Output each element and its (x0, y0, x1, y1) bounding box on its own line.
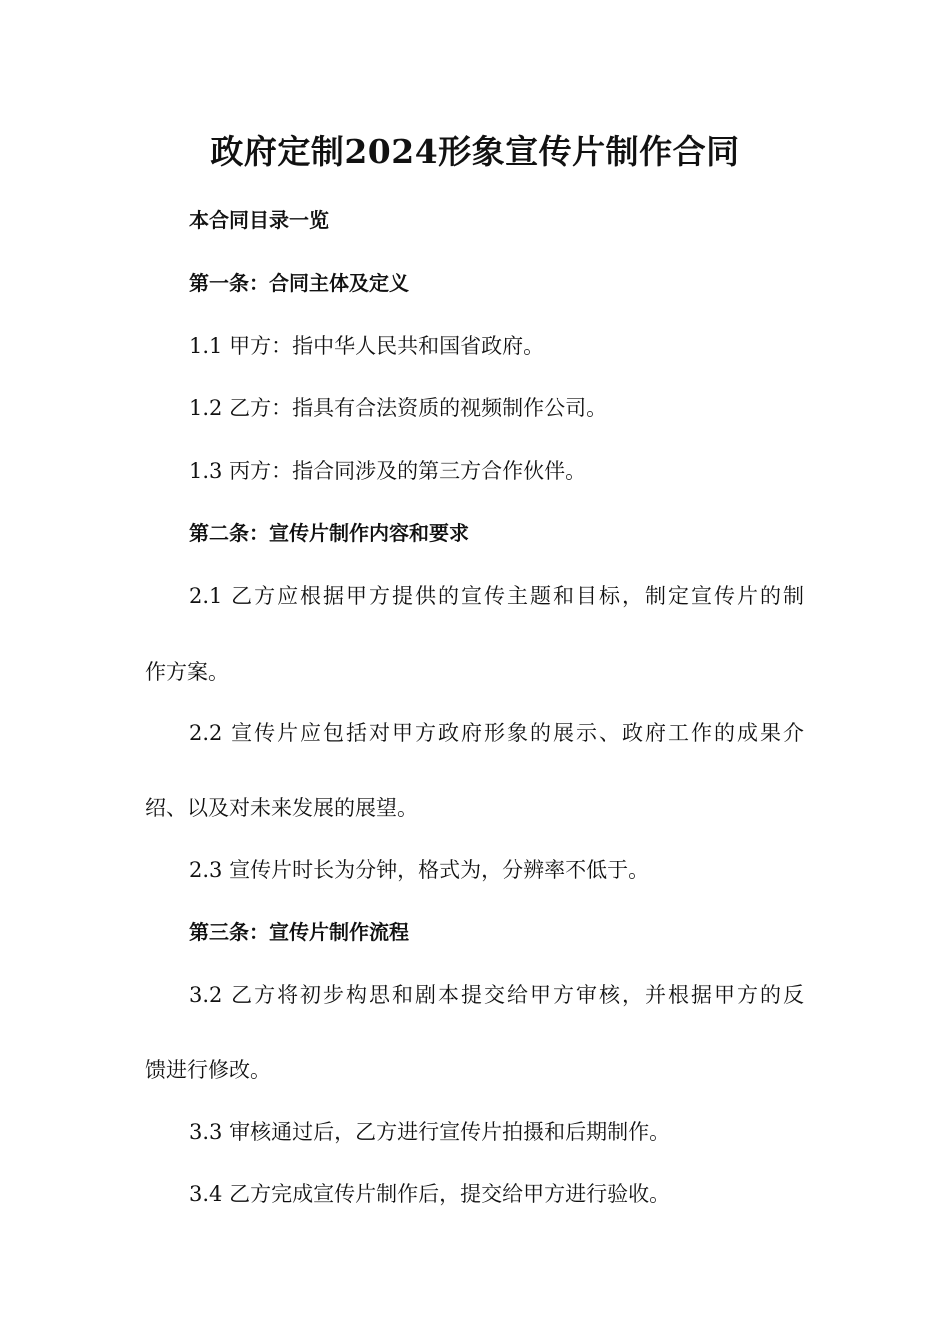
article-1-heading: 第一条：合同主体及定义 (189, 271, 409, 295)
clause-2-1-line-2: 作方案。 (145, 660, 229, 684)
clause-1-1: 1.1 甲方：指中华人民共和国省政府。 (189, 334, 545, 358)
article-3-heading: 第三条：宣传片制作流程 (189, 920, 409, 944)
clause-1-2: 1.2 乙方：指具有合法资质的视频制作公司。 (189, 396, 608, 420)
clause-3-2-line-2: 馈进行修改。 (145, 1058, 271, 1082)
clause-2-1-line-1: 2.1 乙方应根据甲方提供的宣传主题和目标，制定宣传片的制 (189, 584, 804, 608)
clause-2-2-line-2: 绍、以及对未来发展的展望。 (145, 796, 418, 820)
clause-3-3: 3.3 审核通过后，乙方进行宣传片拍摄和后期制作。 (189, 1120, 671, 1144)
document-title: 政府定制2024形象宣传片制作合同 (210, 132, 740, 171)
article-2-heading: 第二条：宣传片制作内容和要求 (189, 521, 469, 545)
toc-heading: 本合同目录一览 (189, 208, 329, 232)
clause-3-2-line-1: 3.2 乙方将初步构思和剧本提交给甲方审核，并根据甲方的反 (189, 983, 804, 1007)
clause-3-4: 3.4 乙方完成宣传片制作后，提交给甲方进行验收。 (189, 1182, 671, 1206)
clause-2-2-line-1: 2.2 宣传片应包括对甲方政府形象的展示、政府工作的成果介 (189, 721, 804, 745)
clause-1-3: 1.3 丙方：指合同涉及的第三方合作伙伴。 (189, 459, 587, 483)
clause-2-3: 2.3 宣传片时长为分钟，格式为，分辨率不低于。 (189, 858, 650, 882)
